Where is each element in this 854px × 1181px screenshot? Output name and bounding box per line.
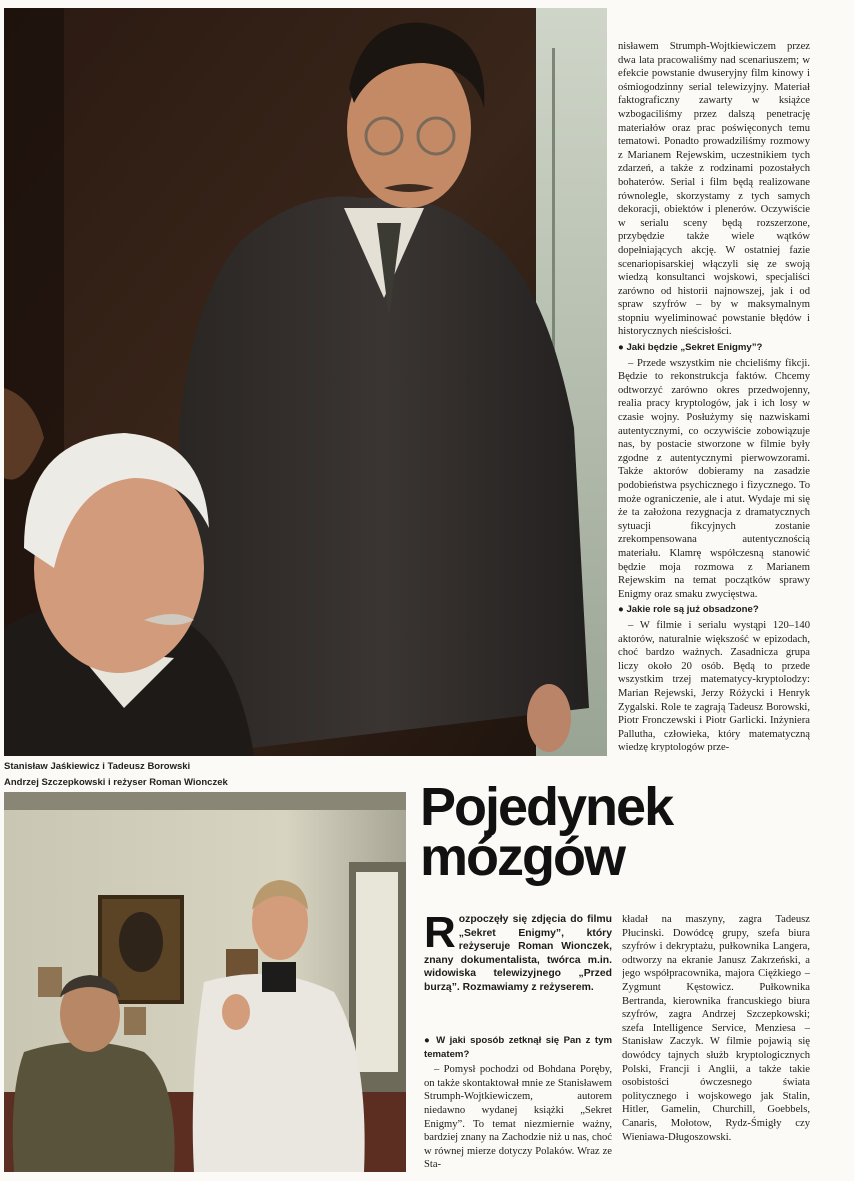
drop-cap: R	[424, 908, 456, 957]
right-column-paragraph-2: – Przede wszystkim nie chcieliśmy fikcji. Będzie to rekonstrukcja faktów. Chcemy odtworzyć zarówno okres przedwojenny, realia pracy kryptologów, jak i ich losy w czasie wojny. Posłużymy się nazwiskami autentycznymi, co oczywiście zobowiązuje nas, by postacie stworzone w filmie były zgodne z autentycznymi pierwowzorami. Także aktorów dobieramy na zasadzie podobieństwa psychicznego i fizycznego. To może ograniczenie, ale i atut. Wydaje mi się że ta założona rezygnacja z dramatycznych sytuacji fikcyjnych zostanie zrekompensowana autentycznością materiału. Klamrę współczesną stanowić będzie moja rozmowa z Marianem Rejewskim na temat początków sprawy Enigmy oraz smaku zwycięstwa.	[618, 357, 810, 600]
lead-paragraph	[424, 908, 612, 995]
right-bottom-paragraph-1: kładał na maszyny, zagra Tadeusz Płucinski. Dowódcę grupy, szefa biura szyfrów i dekryptażu, pułkownika Langera, odtworzy na ekranie Janusz Zakrzeński, a jego współpracownika, majora Ciężkiego – Zygmunt Kęstowicz. Pułkownika Bertranda, kierownika francuskiego biura szyfrów, zagra Andrzej Szczepkowski; szefa Intelligence Service, Menziesa – Stanisław Zaczyk. W filmie pojawią się dowódcy tajnych służb kryptologicznych Polski, Francji i Anglii, a także takie osobistości ówczesnego świata politycznego i wojskowego jak Stalin, Hitler, Gamelin, Churchill, Goebbels, Canaris, Mołotow, Rydz-Śmigły czy Wieniawa-Długoszowski.	[622, 914, 810, 1143]
question-jakie-role: ● Jakie role są już obsadzone?	[618, 604, 759, 616]
headline	[420, 777, 840, 887]
right-bottom-text-column	[622, 913, 810, 1173]
bottom-photo	[4, 792, 406, 1172]
left-bottom-text-column	[424, 1032, 612, 1172]
top-photo-caption: Stanisław Jaśkiewicz i Tadeusz Borowski	[4, 761, 191, 772]
lead-text: ozpoczęły się zdjęcia do filmu „Sekret Enigmy”, który reżyseruje Roman Wionczek, znany dokumentalista, twórca m.in. widowiska telewizyjnego „Przed burzą”. Rozmawiamy z reżyserem.	[424, 914, 612, 993]
left-bottom-paragraph-1: – Pomysł pochodzi od Bohdana Poręby, on także skontaktował mnie ze Stanisławem Strumph-Wojtkiewiczem, autorem niedawno wydanej książki „Sekret Enigmy”. To temat niezmiernie ważny, bardziej znany na Zachodzie niż u nas, choć w równej mierze dotyczy Polaków. Wraz ze Sta-	[424, 1064, 612, 1171]
right-text-column	[618, 40, 810, 752]
top-photo	[4, 8, 607, 756]
headline-line-2: mózgów	[420, 827, 624, 887]
question-w-jaki-sposob: ● W jaki sposób zetknął się Pan z tym tematem?	[424, 1035, 612, 1060]
bottom-photo-caption: Andrzej Szczepkowski i reżyser Roman Wionczek	[4, 777, 228, 788]
question-jaki-bedzie: ● Jaki będzie „Sekret Enigmy”?	[618, 342, 763, 354]
right-column-paragraph-3: – W filmie i serialu wystąpi 120–140 aktorów, naturalnie większość w epizodach, choć bardzo ważnych. Zasadnicza grupa liczy około 20 osób. Będą to przede wszystkim trzej matematycy-kryptolodzy: Marian Rejewski, Jerzy Różycki i Henryk Zygalski. Role te zagrają Tadeusz Borowski, Piotr Fronczewski i Piotr Garlicki. Inżyniera Palluthа, człowieka, który matematyczną wiedzę kryptologów prze-	[618, 619, 810, 752]
right-column-paragraph-1: nisławem Strumph-Wojtkiewiczem przez dwa lata pracowaliśmy nad scenariuszem; w efekcie powstanie dwuseryjny film kinowy i ośmiogodzinny serial telewizyjny. Materiał faktograficzny zawarty w książce wzbogaciliśmy przez dalszą penetrację materiałów oraz prac poświęconych temu tematowi. Ponadto prowadziliśmy rozmowy z Marianem Rejewskim, uczestnikiem tych zdarzeń, a także z rodzinami pozostałych bohaterów. Serial i film będą realizowane równolegle, skorzystamy z tych samych dekoracji, obiektów i plenerów. Oczywiście w serialu sceny będą rozszerzone, przybędzie także wiele wątków dopełniających akcję. W ostatniej fazie scenariopisarskiej włączyli się ze swoją wiedzą konsultanci wojskowi, specjaliści zarówno od historii najnowszej, jak i od spraw szyfrów – by w maksymalnym stopniu wyeliminować powstanie błędów i historycznych nieścisłości.	[618, 41, 810, 338]
headline-line-1: Pojedynek	[420, 777, 673, 837]
